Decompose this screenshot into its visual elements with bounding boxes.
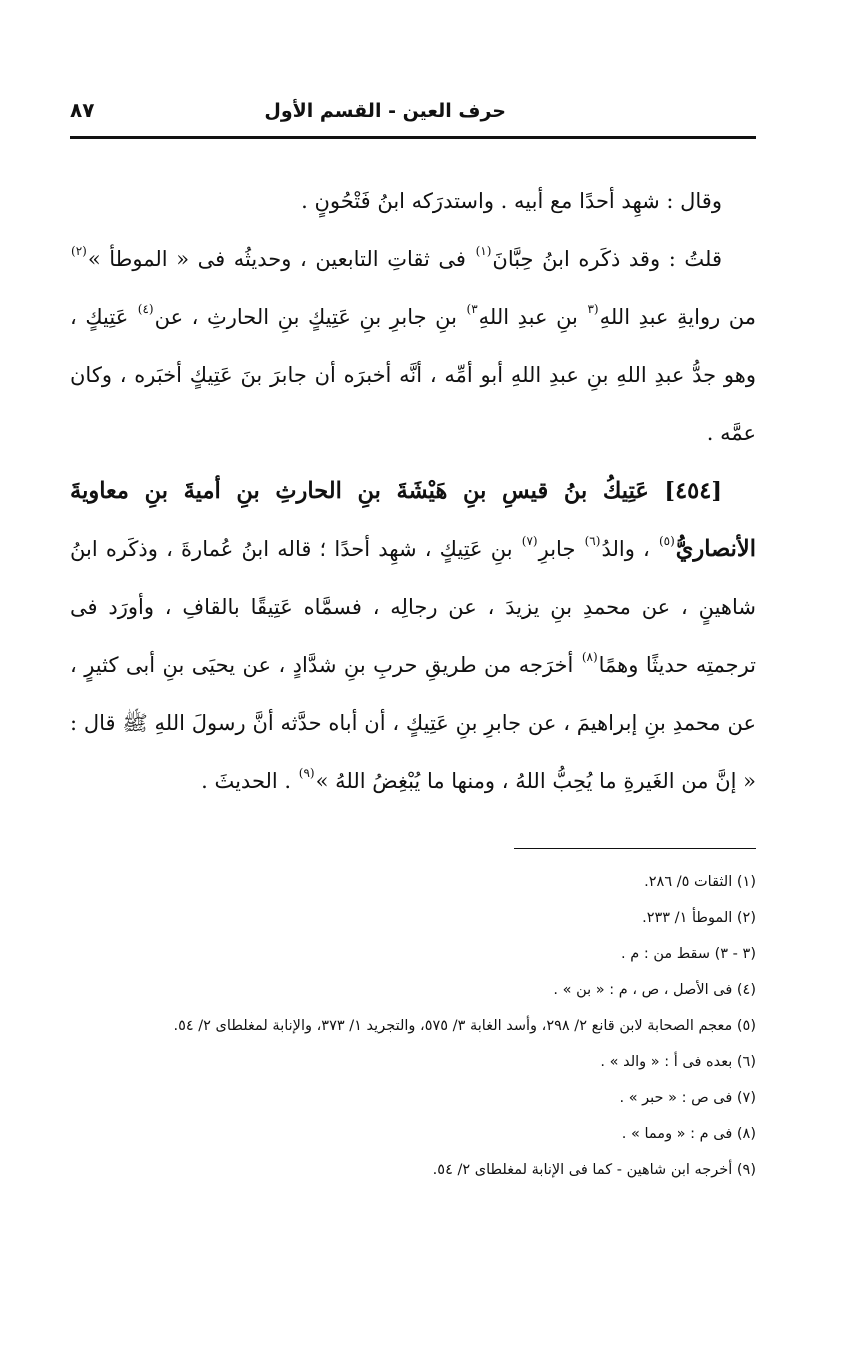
p2-text-d: بنِ عبدِ اللهِ (478, 305, 587, 329)
footnote-ref-3-end: ٣) (466, 302, 478, 316)
footnote-9: (٩) أخرجه ابن شاهين - كما فى الإنابة لمغلطاى ٢/ ٥٤. (432, 1162, 756, 1178)
footnotes (70, 864, 756, 1188)
footnote-ref-4: (٤) (137, 302, 154, 316)
footnote-8: (٨) فى م : « ومما » . (621, 1126, 756, 1142)
footnote-ref-9: (٩) (298, 766, 315, 780)
p2-text-c: من روايةِ عبدِ اللهِ (599, 305, 757, 329)
footnote-1: (١) الثقات ٥/ ٢٨٦. (644, 874, 756, 890)
entry-text-c: بنِ عَتِيكٍ ، شهِد أحدًا ؛ قاله ابنُ عُمارةَ ، وذكَره ابنُ شاهينٍ ، عن محمدِ بنِ يزيدَ ، عن رجالِه ، فسمَّاه عَتِيقًا بالقافِ ، وأورَد فى ترجمتِه حديثًا وهمًا (70, 537, 757, 677)
header-rule (70, 136, 756, 139)
page-number: ٨٧ (70, 98, 95, 122)
entry-text-d: أخرَجه من طريقِ حربِ بنِ شدَّادٍ ، عن يحيَى بنِ أبى كثيرٍ ، عن محمدِ بنِ إبراهيمَ ، عن جابرِ بنِ عَتِيكٍ ، أن أباه حدَّثه أنَّ رسولَ اللهِ ﷺ قال : « إنَّ من الغَيرةِ ما يُحِبُّ اللهُ ، ومنها ما يُبْغِضُ اللهُ » (70, 653, 756, 793)
footnote-3: (٣ - ٣) سقط من : م . (621, 946, 756, 962)
footnote-rule (514, 848, 756, 849)
footnote-7: (٧) فى ص : « حبر » . (619, 1090, 756, 1106)
footnote-6: (٦) بعده فى أ : « والد » . (600, 1054, 756, 1070)
footnote-ref-7: (٧) (521, 534, 538, 548)
footnote-ref-5: (٥) (658, 534, 675, 548)
main-text (70, 172, 756, 810)
footnote-5: (٥) معجم الصحابة لابن قانع ٢/ ٢٩٨، وأسد الغابة ٣/ ٥٧٥، والتجريد ١/ ٣٧٣، والإنابة لمغلطاى ٢/ ٥٤. (173, 1018, 756, 1034)
paragraph-2 (70, 230, 756, 462)
footnote-2: (٢) الموطأ ١/ ٢٣٣. (642, 910, 756, 926)
footnote-ref-2: (٢) (71, 244, 87, 258)
footnote-ref-3-start: (٣ (587, 302, 599, 316)
footnote-ref-1: (١) (475, 244, 492, 258)
footnote-ref-6: (٦) (584, 534, 601, 548)
footnote-4: (٤) فى الأصل ، ص ، م : « بن » . (553, 982, 756, 998)
running-title: حرف العين - القسم الأول (264, 100, 506, 122)
entry-text-e: . الحديثَ . (201, 769, 298, 793)
p2-text-e: بنِ جابرِ بنِ عَتِيكٍ بنِ الحارثِ ، عن (154, 305, 466, 329)
p2-text-a: قلتُ : وقد ذكَره ابنُ حِبَّانَ (492, 247, 722, 271)
p2-text-b: فى ثقاتِ التابعين ، وحديثُه فى « الموطأ » (87, 247, 475, 271)
entry-text-a: ، والدُ (601, 537, 658, 561)
footnote-ref-8: (٨) (581, 650, 598, 664)
p2-text-f: عَتِيكٍ ، وهو جدُّ عبدِ اللهِ بنِ عبدِ اللهِ أبو أمِّه ، أنَّه أخبرَه أن جابرَ بنَ عَتِيكٍ أخبَره ، وكان عمَّه . (70, 305, 756, 445)
entry-heading: [٤٥٤] عَتِيكُ بنُ قيسِ بنِ هَيْشَةَ بنِ الحارثِ بنِ أميةَ بنِ معاويةَ الأنصاريُّ (70, 478, 756, 562)
entry-paragraph (70, 462, 756, 810)
paragraph-1: وقال : شهِد أحدًا مع أبيه . واستدرَكه ابنُ فَتْحُونٍ . (301, 189, 722, 213)
page-header (70, 88, 756, 136)
entry-text-b: جابرِ (538, 537, 584, 561)
